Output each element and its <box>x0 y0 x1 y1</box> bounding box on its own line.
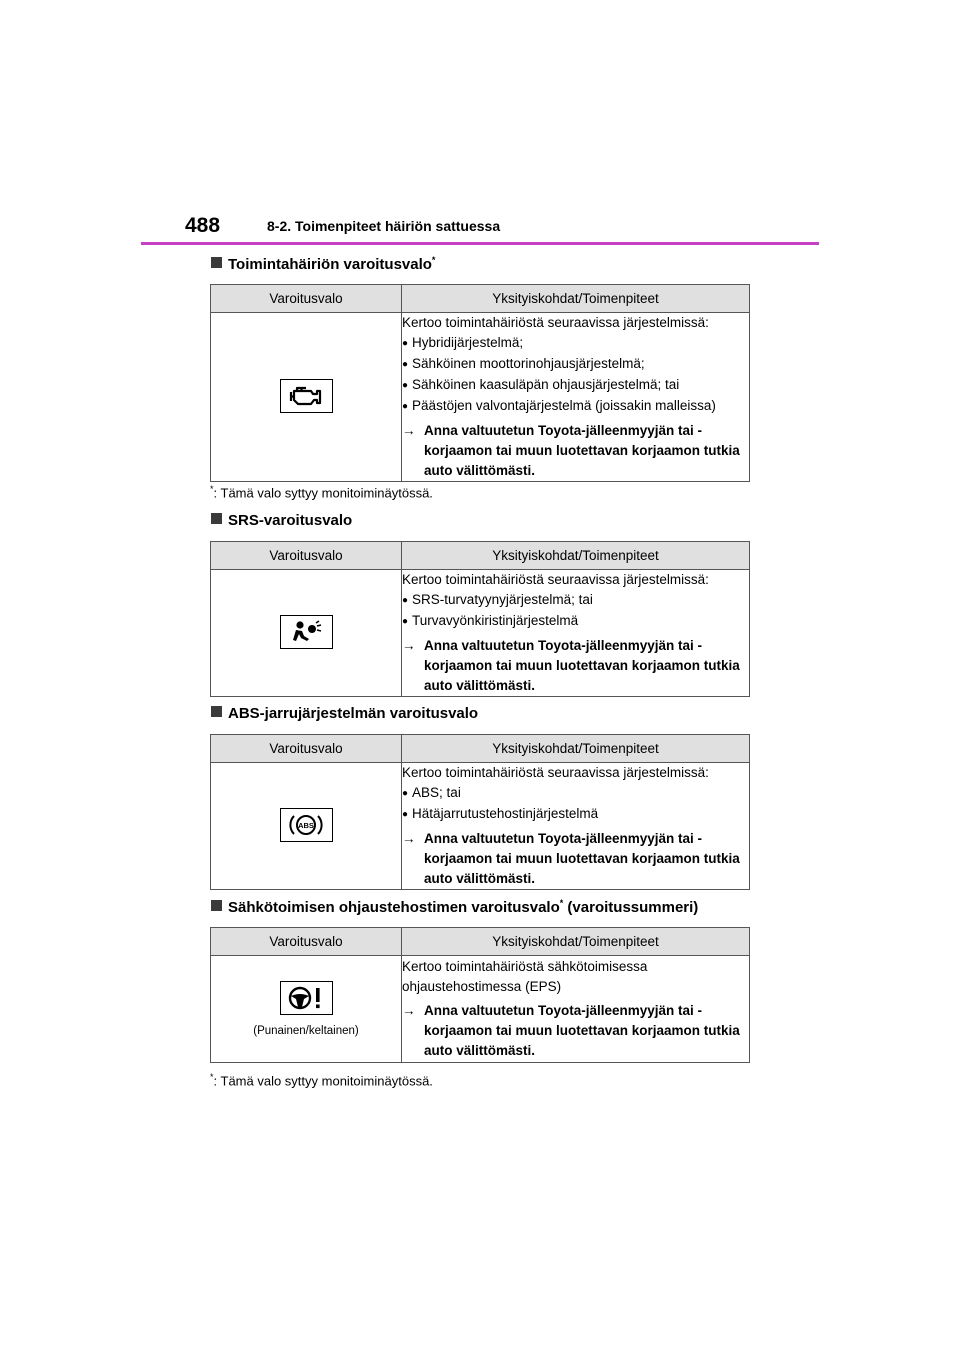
col-header-details: Yksityiskohdat/Toimenpiteet <box>402 285 750 313</box>
col-header-light: Varoitusvalo <box>211 285 402 313</box>
table-eps <box>210 927 750 1063</box>
detail-intro: Kertoo toimintahäiriöstä seuraavissa järjestelmissä: <box>402 315 709 330</box>
abs-icon <box>280 808 333 842</box>
detail-intro: Kertoo toimintahäiriöstä sähkötoimisessa ohjaustehostimessa (EPS) <box>402 959 648 994</box>
footnote: *: Tämä valo syttyy monitoiminäytössä. <box>210 484 433 501</box>
abs-icon-label: ABS <box>298 820 314 830</box>
footnote: *: Tämä valo syttyy monitoiminäytössä. <box>210 1072 433 1089</box>
square-bullet-icon <box>211 706 222 717</box>
col-header-light: Varoitusvalo <box>211 735 402 763</box>
heading-malfunction: Toimintahäiriön varoitusvalo* <box>211 255 435 273</box>
heading-srs: SRS-varoitusvalo <box>211 512 352 529</box>
table-abs <box>210 734 750 890</box>
list-item: ● ABS; tai <box>402 783 749 804</box>
heading-eps: Sähkötoimisen ohjaustehostimen varoitusvalo* (varoitussummeri) <box>211 898 698 916</box>
square-bullet-icon <box>211 257 222 268</box>
action-text: → Anna valtuutetun Toyota-jälleenmyyjän tai -korjaamon tai muun luotettavan korjaamon tutkia auto välittömästi. <box>402 423 740 478</box>
table-srs <box>210 541 750 697</box>
heading-abs: ABS-jarrujärjestelmän varoitusvalo <box>211 705 478 722</box>
col-header-light: Varoitusvalo <box>211 928 402 956</box>
list-item: ● Hätäjarrutustehostinjärjestelmä <box>402 804 749 825</box>
list-item: ● Sähköinen moottorinohjausjärjestelmä; <box>402 354 749 375</box>
square-bullet-icon <box>211 513 222 524</box>
detail-intro: Kertoo toimintahäiriöstä seuraavissa järjestelmissä: <box>402 765 709 780</box>
engine-check-icon <box>280 379 333 413</box>
list-item: ● Hybridijärjestelmä; <box>402 333 749 354</box>
table-malfunction <box>210 284 750 482</box>
arrow-icon: → <box>402 1003 416 1018</box>
col-header-light: Varoitusvalo <box>211 542 402 570</box>
page-header <box>141 214 819 246</box>
list-item: ● SRS-turvatyynyjärjestelmä; tai <box>402 590 749 611</box>
arrow-icon: → <box>402 638 416 653</box>
detail-intro: Kertoo toimintahäiriöstä seuraavissa järjestelmissä: <box>402 572 709 587</box>
section-title: 8-2. Toimenpiteet häiriön sattuessa <box>267 218 501 234</box>
list-item: ● Turvavyönkiristinjärjestelmä <box>402 611 749 632</box>
col-header-details: Yksityiskohdat/Toimenpiteet <box>402 928 750 956</box>
header-rule <box>141 242 819 245</box>
square-bullet-icon <box>211 900 222 911</box>
action-text: → Anna valtuutetun Toyota-jälleenmyyjän tai -korjaamon tai muun luotettavan korjaamon tutkia auto välittömästi. <box>402 638 740 693</box>
list-item: ● Sähköinen kaasuläpän ohjausjärjestelmä; tai <box>402 375 749 396</box>
col-header-details: Yksityiskohdat/Toimenpiteet <box>402 542 750 570</box>
page-number: 488 <box>185 214 221 237</box>
list-item: ● Päästöjen valvontajärjestelmä (joissakin malleissa) <box>402 396 749 417</box>
action-text: → Anna valtuutetun Toyota-jälleenmyyjän tai -korjaamon tai muun luotettavan korjaamon tutkia auto välittömästi. <box>402 831 740 886</box>
col-header-details: Yksityiskohdat/Toimenpiteet <box>402 735 750 763</box>
steering-warning-icon <box>280 981 333 1015</box>
airbag-icon <box>280 615 333 649</box>
arrow-icon: → <box>402 423 416 438</box>
icon-caption: (Punainen/keltainen) <box>253 1025 359 1037</box>
action-text: → Anna valtuutetun Toyota-jälleenmyyjän tai -korjaamon tai muun luotettavan korjaamon tutkia auto välittömästi. <box>402 1003 740 1058</box>
arrow-icon: → <box>402 831 416 846</box>
